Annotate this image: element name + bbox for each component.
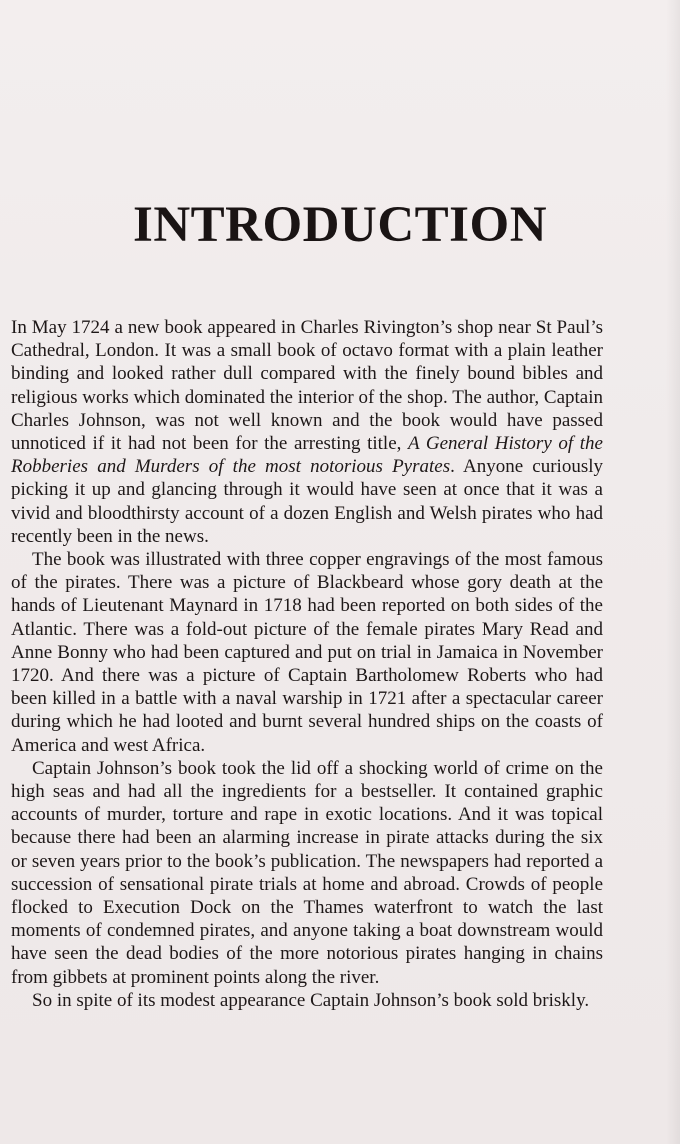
paragraph-1-text-a: In May 1724 a new book appeared in Charles Rivington’s shop near St Paul’s Cathedral, London. It was a small book of octavo format with a plain leather binding and looked rather dull compared with the finely bound bibles and religious works which dominated the interior of the shop. The author, Captain Charles Johnson, was not well known and the book would have passed unnoticed if it had not been for the arresting title,: [11, 317, 603, 455]
body-text: [11, 316, 603, 1012]
paragraph-1: [11, 316, 603, 548]
page-edge-shadow: [666, 0, 680, 1144]
paragraph-3: Captain Johnson’s book took the lid off a shocking world of crime on the high seas and had all the ingredients for a bestseller. It contained graphic accounts of murder, torture and rape in exotic locations. And it was topical because there had been an alarming increase in pirate attacks during the six or seven years prior to the book’s publication. The newspapers had reported a succession of sensational pirate trials at home and abroad. Crowds of people flocked to Execution Dock on the Thames waterfront to watch the last moments of condemned pirates, and anyone taking a boat downstream would have seen the dead bodies of the more notorious pirates hanging in chains from gibbets at prominent points along the river.: [11, 757, 603, 988]
chapter-heading: INTRODUCTION: [132, 197, 548, 253]
paragraph-1-text-b: . Anyone curiously picking it up and glancing through it would have seen at once that it was a vivid and bloodthirsty account of a dozen English and Welsh pirates who had recently been in the news.: [11, 456, 603, 547]
book-title-italic: A General History of the Robberies and Murders of the most notorious Pyrates: [11, 433, 603, 478]
paragraph-2: The book was illustrated with three copper engravings of the most famous of the pirates. There was a picture of Blackbeard whose gory death at the hands of Lieutenant Maynard in 1718 had been reported on both sides of the Atlantic. There was a fold-out picture of the female pirates Mary Read and Anne Bonny who had been captured and put on trial in Jamaica in November 1720. And there was a picture of Captain Bartholomew Roberts who had been killed in a battle with a naval warship in 1721 after a spectacular career during which he had looted and burnt several hundred ships on the coasts of America and west Africa.: [11, 549, 603, 756]
paragraph-4: So in spite of its modest appearance Captain Johnson’s book sold briskly.: [32, 989, 590, 1011]
